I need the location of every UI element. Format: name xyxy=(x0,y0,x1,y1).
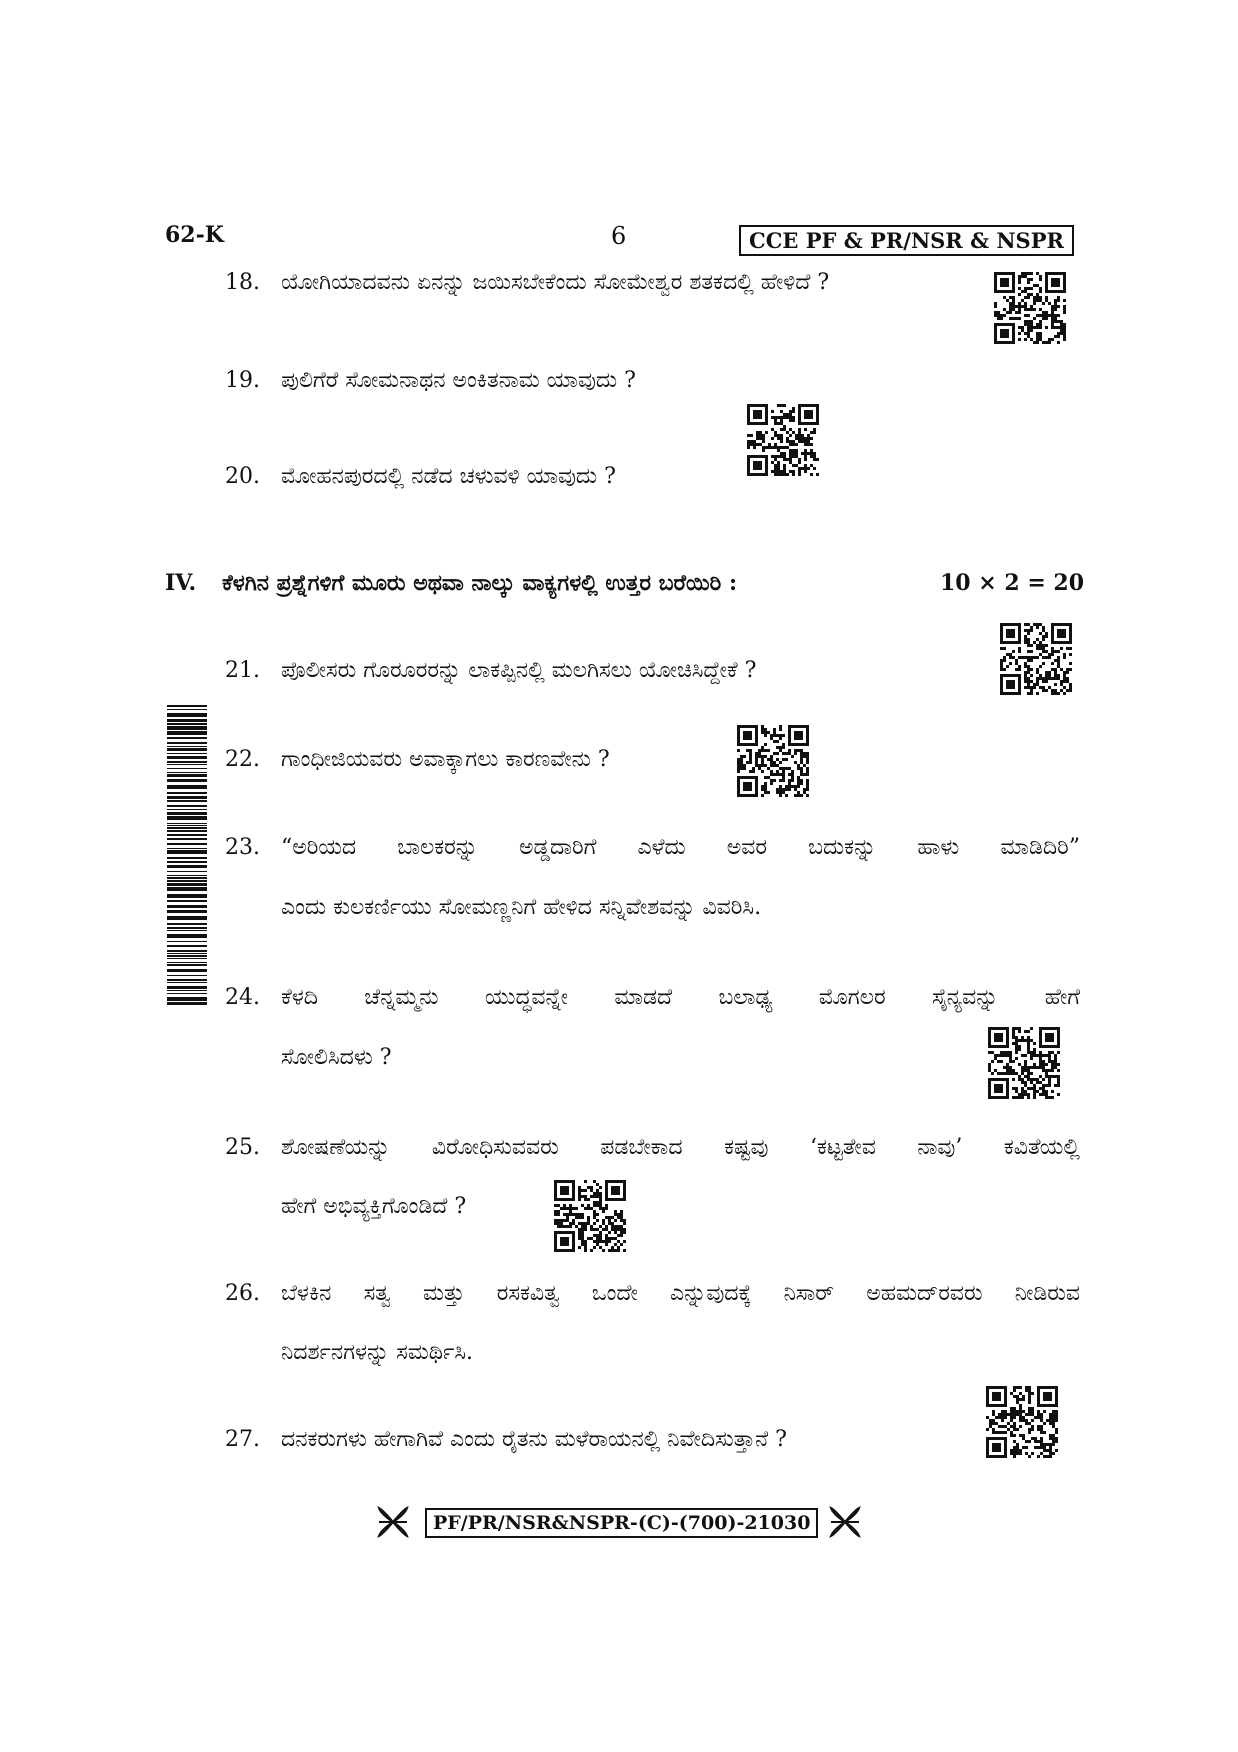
question-number: 22. xyxy=(225,747,260,772)
question-text: ಮೋಹನಪುರದಲ್ಲಿ ನಡೆದ ಚಳುವಳಿ ಯಾವುದು ? xyxy=(281,464,616,489)
page-code: 62-K xyxy=(165,222,224,248)
question-text: ಯೋಗಿಯಾದವನು ಏನನ್ನು ಜಯಿಸಬೇಕೆಂದು ಸೋಮೇಶ್ವರ ಶತಕದಲ್ಲಿ ಹೇಳಿದೆ ? xyxy=(281,270,830,295)
section-marks: 10 × 2 = 20 xyxy=(940,570,1085,596)
question-number: 24. xyxy=(225,985,260,1010)
question-number: 18. xyxy=(225,270,260,295)
qr-code-icon xyxy=(737,725,809,797)
question-number: 23. xyxy=(225,835,260,860)
question-text: ಬೆಳಕಿನ ಸತ್ವ ಮತ್ತು ರಸಕವಿತ್ವ ಒಂದೇ ಎನ್ನುವುದಕ್ಕೆ ನಿಸಾರ್ ಅಹಮದ್‌ರವರು ನೀಡಿರುವ xyxy=(281,1281,1080,1306)
question-text-continued: ನಿದರ್ಶನಗಳನ್ನು ಸಮರ್ಥಿಸಿ. xyxy=(281,1340,474,1365)
question-text: “ಅರಿಯದ ಬಾಲಕರನ್ನು ಅಡ್ಡದಾರಿಗೆ ಎಳೆದು ಅವರ ಬದುಕನ್ನು ಹಾಳು ಮಾಡಿದಿರಿ” xyxy=(281,835,1080,860)
question-text-continued: ಹೇಗೆ ಅಭಿವ್ಯಕ್ತಿಗೊಂಡಿದೆ ? xyxy=(281,1194,467,1219)
barcode-icon xyxy=(167,705,207,1005)
question-text: ಪೊಲೀಸರು ಗೊರೂರರನ್ನು ಲಾಕಪ್ಪಿನಲ್ಲಿ ಮಲಗಿಸಲು ಯೋಚಿಸಿದ್ದೇಕೆ ? xyxy=(281,658,757,683)
footer-code-box: PF/PR/NSR&NSPR-(C)-(700)-21030 xyxy=(425,1508,818,1538)
section-instruction: ಕೆಳಗಿನ ಪ್ರಶ್ನೆಗಳಿಗೆ ಮೂರು ಅಥವಾ ನಾಲ್ಕು ವಾಕ್ಯಗಳಲ್ಲಿ ಉತ್ತರ ಬರೆಯಿರಿ : xyxy=(222,570,738,596)
question-text: ದನಕರುಗಳು ಹೇಗಾಗಿವೆ ಎಂದು ರೈತನು ಮಳೆರಾಯನಲ್ಲಿ ನಿವೇದಿಸುತ್ತಾನೆ ? xyxy=(281,1427,787,1452)
exam-title-box: CCE PF & PR/NSR & NSPR xyxy=(739,225,1074,256)
qr-code-icon xyxy=(986,1386,1058,1458)
question-number: 26. xyxy=(225,1281,260,1306)
question-text-continued: ಸೋಲಿಸಿದಳು ? xyxy=(281,1045,392,1070)
qr-code-icon xyxy=(988,1027,1060,1099)
qr-code-icon xyxy=(747,404,819,476)
question-text: ಪುಲಿಗೆರೆ ಸೋಮನಾಥನ ಅಂಕಿತನಾಮ ಯಾವುದು ? xyxy=(281,368,636,393)
ornament-icon xyxy=(827,1504,863,1540)
question-text: ಶೋಷಣೆಯನ್ನು ವಿರೋಧಿಸುವವರು ಪಡಬೇಕಾದ ಕಷ್ಟವು ‘ಕಟ್ಟತೇವ ನಾವು’ ಕವಿತೆಯಲ್ಲಿ xyxy=(281,1135,1080,1160)
question-number: 27. xyxy=(225,1427,260,1452)
question-number: 19. xyxy=(225,368,260,393)
question-text-continued: ಎಂದು ಕುಲಕರ್ಣಿಯು ಸೋಮಣ್ಣನಿಗೆ ಹೇಳಿದ ಸನ್ನಿವೇಶವನ್ನು ವಿವರಿಸಿ. xyxy=(281,895,762,920)
ornament-icon xyxy=(375,1504,411,1540)
qr-code-icon xyxy=(554,1180,626,1252)
question-number: 20. xyxy=(225,464,260,489)
question-number: 21. xyxy=(225,658,260,683)
qr-code-icon xyxy=(1000,623,1072,695)
question-text: ಕೆಳದಿ ಚೆನ್ನಮ್ಮನು ಯುದ್ಧವನ್ನೇ ಮಾಡದೆ ಬಲಾಢ್ಯ ಮೊಗಲರ ಸೈನ್ಯವನ್ನು ಹೇಗೆ xyxy=(281,985,1080,1010)
question-number: 25. xyxy=(225,1135,260,1160)
question-text: ಗಾಂಧೀಜಿಯವರು ಅವಾಕ್ಕಾಗಲು ಕಾರಣವೇನು ? xyxy=(281,747,610,772)
qr-code-icon xyxy=(994,272,1066,344)
section-number: IV. xyxy=(165,570,197,596)
page-number: 6 xyxy=(611,222,627,250)
